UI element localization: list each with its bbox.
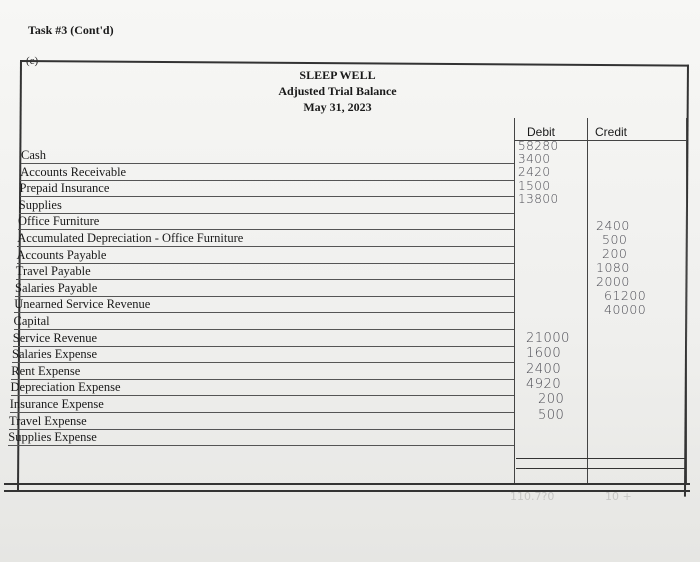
debit-amount: 1600 xyxy=(526,346,562,362)
statement-heading xyxy=(230,67,445,115)
debit-amount: 200 xyxy=(538,392,565,408)
account-row: Accounts Payable xyxy=(17,248,515,264)
statement-title: Adjusted Trial Balance xyxy=(278,84,397,98)
credit-amount: 1080 xyxy=(596,260,630,275)
account-row: Depreciation Expense xyxy=(11,380,515,396)
debit-amount: 58280 xyxy=(518,139,559,153)
credit-column-right-rule xyxy=(686,118,687,483)
credit-column-left-rule xyxy=(587,118,588,483)
credit-amount: 500 xyxy=(602,232,628,247)
credit-amount: 40000 xyxy=(604,302,647,317)
company-name: SLEEP WELL xyxy=(299,68,376,82)
account-row: Office Furniture xyxy=(18,214,514,230)
debit-amount: 500 xyxy=(538,407,565,423)
credit-amount: 61200 xyxy=(604,288,647,303)
debit-amount: 1500 xyxy=(518,178,551,193)
debit-amount: 21000 xyxy=(526,330,570,346)
debit-amount: 2400 xyxy=(526,361,562,377)
credit-amount: 200 xyxy=(602,246,628,261)
task-title: Task #3 (Cont'd) xyxy=(28,23,114,37)
account-row: Supplies xyxy=(19,198,514,214)
account-row: Prepaid Insurance xyxy=(20,181,515,197)
faded-note-2: 10 + xyxy=(605,490,632,503)
account-row: Travel Payable xyxy=(16,264,514,280)
debit-amount: 4920 xyxy=(526,377,562,392)
account-row: Cash xyxy=(21,148,514,164)
total-rule-bottom xyxy=(516,468,686,469)
credit-amount: 2000 xyxy=(596,274,630,289)
faded-note-1: 110.7?0 xyxy=(510,490,555,503)
account-row: Insurance Expense xyxy=(10,397,514,413)
debit-amount: 2420 xyxy=(518,165,551,180)
sheet-bottom-edge xyxy=(4,483,690,492)
account-row: Accumulated Depreciation - Office Furniture xyxy=(17,231,514,247)
account-row: Accounts Receivable xyxy=(20,165,514,181)
debit-amount: 13800 xyxy=(518,191,559,206)
statement-date: May 31, 2023 xyxy=(303,100,372,114)
account-row: Supplies Expense xyxy=(8,430,514,446)
account-row: Rent Expense xyxy=(11,364,514,380)
account-row: Unearned Service Revenue xyxy=(14,297,514,313)
account-row: Capital xyxy=(14,314,515,330)
account-row: Travel Expense xyxy=(9,414,514,430)
credit-amount: 2400 xyxy=(596,218,630,233)
debit-column-left-rule xyxy=(514,118,515,483)
debit-amount: 3400 xyxy=(518,152,551,167)
total-rule-top xyxy=(516,458,686,459)
account-row: Salaries Payable xyxy=(15,281,514,297)
part-label: (c) xyxy=(26,55,39,67)
debit-column-header: Debit xyxy=(527,125,556,139)
account-row: Service Revenue xyxy=(13,331,514,347)
credit-column-header: Credit xyxy=(595,125,628,139)
account-row: Salaries Expense xyxy=(12,347,514,363)
